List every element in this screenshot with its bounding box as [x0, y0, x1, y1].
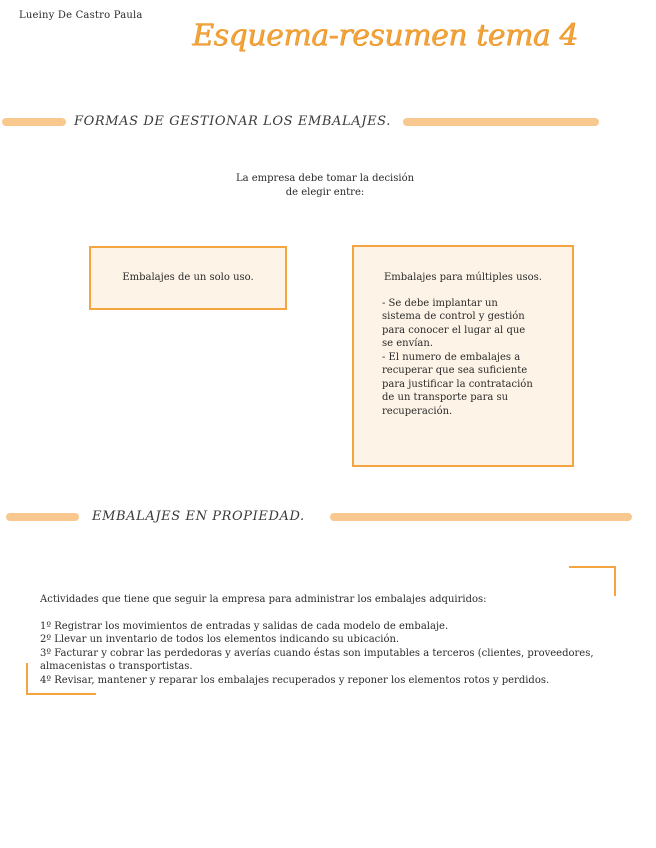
option-multi-use-point: - Se debe implantar un sistema de control y gestión para conocer el lugar al que se envían. — [382, 297, 526, 349]
option-multi-use-point: - El numero de embalajes a recuperar que sea suficiente para justificar la contratación de un transporte para su recuperación. — [382, 351, 533, 417]
section1-intro — [180, 172, 470, 200]
option-single-use-label: Embalajes de un solo uso. — [122, 272, 254, 284]
section1-bar-left — [2, 118, 66, 126]
author-name: Lueiny De Castro Paula — [19, 10, 143, 21]
option-single-use-box — [89, 246, 287, 310]
activity-item: 4º Revisar, mantener y reparar los embalajes recuperados y reponer los elementos rotos y perdidos. — [40, 674, 550, 686]
section2-bar-right — [330, 513, 632, 521]
activity-item: 1º Registrar los movimientos de entradas y salidas de cada modelo de embalaje. — [40, 620, 449, 632]
option-multi-use-heading: Embalajes para múltiples usos. — [384, 272, 542, 283]
section2-heading: EMBALAJES EN PROPIEDAD. — [92, 509, 305, 524]
activity-item: 3º Facturar y cobrar las perdedoras y averías cuando éstas son imputables a terceros (clientes, proveedores, almacenistas o transportistas. — [40, 647, 594, 673]
intro-line-2: de elegir entre: — [285, 187, 365, 198]
section1-heading: FORMAS DE GESTIONAR LOS EMBALAJES. — [74, 114, 391, 129]
activity-item: 2º Llevar un inventario de todos los elementos indicando su ubicación. — [40, 634, 400, 646]
intro-line-1: La empresa debe tomar la decisión — [235, 173, 415, 184]
option-multi-use-points — [376, 297, 558, 419]
page-title: Esquema-resumen tema 4 — [192, 18, 578, 53]
decorative-corner-top-right — [569, 566, 616, 596]
option-multi-use-box — [352, 245, 574, 467]
section2-bar-left — [6, 513, 79, 521]
section1-bar-right — [403, 118, 599, 126]
activities-list — [40, 593, 620, 688]
activities-lead: Actividades que tiene que seguir la empresa para administrar los embalajes adquiridos: — [40, 594, 487, 605]
